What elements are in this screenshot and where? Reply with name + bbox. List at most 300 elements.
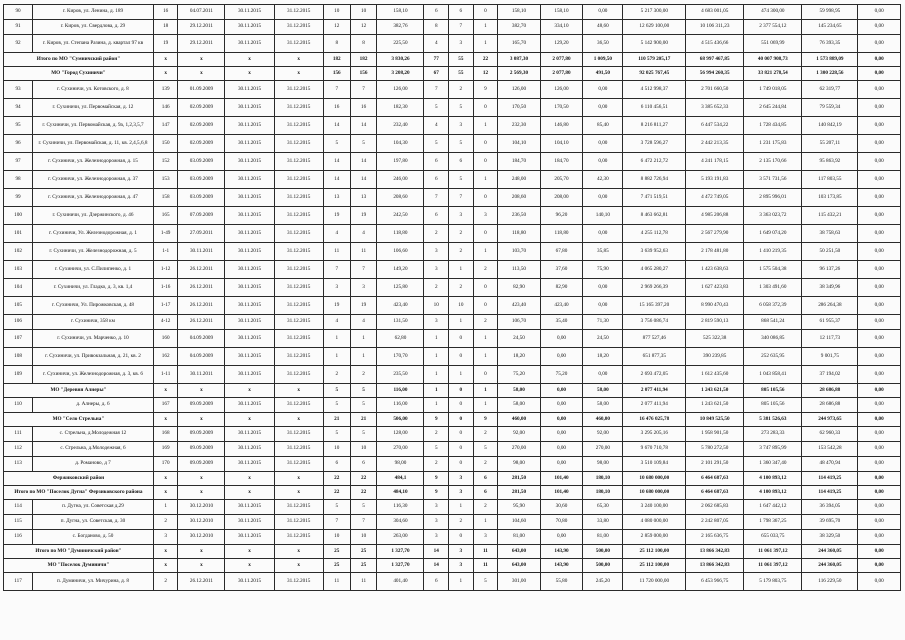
table-cell: 805 105,56 [744, 384, 802, 398]
table-cell: 868 541,24 [744, 315, 802, 330]
table-cell: 30.11.2015 [225, 442, 274, 457]
table-cell: 10 [323, 442, 350, 457]
table-cell: 03.09.2009 [178, 153, 225, 171]
table-cell: 104,30 [377, 135, 424, 153]
table-cell: 115 432,21 [802, 207, 858, 225]
table-cell: 401,40 [377, 573, 424, 591]
row-number-cell: 108 [4, 348, 33, 366]
table-cell: 106,60 [377, 243, 424, 261]
table-cell: x [178, 53, 225, 67]
table-cell: 2 [449, 243, 474, 261]
table-cell: 19 [153, 35, 178, 53]
table-cell: 0,00 [540, 427, 583, 442]
table-cell: 13 866 342,83 [686, 559, 744, 573]
table-cell: 10 [350, 442, 377, 457]
table-cell: 6 [424, 153, 449, 171]
table-row [4, 442, 901, 457]
table-cell: 7 [350, 261, 377, 279]
table-cell: 2 178 481,80 [686, 243, 744, 261]
table-cell: 09.09.2009 [178, 398, 225, 413]
table-cell: 0,00 [858, 225, 901, 243]
table-cell: 5 [473, 573, 498, 591]
table-row [4, 189, 901, 207]
table-cell: 2 [323, 366, 350, 384]
subtotal-row [4, 472, 901, 486]
table-cell: 0,00 [858, 35, 901, 53]
table-cell: 19 [323, 297, 350, 315]
table-cell: 1 649 074,20 [744, 225, 802, 243]
table-cell: 12 [350, 20, 377, 35]
table-cell: 11 [350, 573, 377, 591]
address-cell: п. Думиничи, ул. Мичурина, д. 8 [33, 573, 154, 591]
table-cell: 96 137,26 [802, 261, 858, 279]
table-cell: 1 [323, 330, 350, 348]
table-cell: 1 043 858,41 [744, 366, 802, 384]
table-cell: 208,60 [498, 189, 541, 207]
table-cell: 146,80 [540, 117, 583, 135]
table-cell: 158,10 [498, 5, 541, 20]
table-cell: 340 086,85 [744, 330, 802, 348]
table-cell: 30.11.2011 [178, 243, 225, 261]
row-number-cell: 94 [4, 99, 33, 117]
table-cell: 3 [323, 279, 350, 297]
table-cell: 246,00 [377, 171, 424, 189]
table-cell: 0,00 [858, 515, 901, 530]
row-number-cell: 109 [4, 366, 33, 384]
table-cell: 1 612 435,60 [686, 366, 744, 384]
table-cell: 1 [449, 500, 474, 515]
table-cell: 26.12.2011 [178, 573, 225, 591]
resettlement-register-table [3, 4, 901, 591]
table-cell: 2 [449, 225, 474, 243]
table-cell: 36,50 [583, 35, 623, 53]
table-row [4, 153, 901, 171]
table-cell: 71,30 [583, 315, 623, 330]
table-cell: 0,00 [583, 297, 623, 315]
table-cell: 13 [323, 189, 350, 207]
table-cell: 11 [473, 545, 498, 559]
table-cell: 10 [424, 297, 449, 315]
table-cell: 114 419,25 [802, 472, 858, 486]
table-cell: x [274, 559, 323, 573]
table-cell: 140 842,19 [802, 117, 858, 135]
table-cell: 12 [473, 67, 498, 81]
table-cell: 9 001,75 [802, 348, 858, 366]
table-cell: 8 [424, 20, 449, 35]
table-cell: 55 207,11 [802, 135, 858, 153]
table-cell: 118,80 [377, 225, 424, 243]
table-cell: 6 [323, 457, 350, 472]
table-cell: 30.12.2010 [178, 530, 225, 545]
table-cell: 31.12.2015 [274, 297, 323, 315]
table-cell: 1 [424, 384, 449, 398]
row-number-cell: 92 [4, 35, 33, 53]
table-cell: 1 [473, 348, 498, 366]
table-cell: 1 410 219,35 [744, 243, 802, 261]
table-cell: 2 [424, 427, 449, 442]
table-cell: 0,00 [583, 279, 623, 297]
table-cell: 2 [449, 81, 474, 99]
table-cell: 6 [424, 5, 449, 20]
table-cell: 2 [449, 279, 474, 297]
table-cell: 182 [350, 53, 377, 67]
table-cell: x [178, 559, 225, 573]
table-cell: x [274, 486, 323, 500]
address-cell: г. Сухиничи, ул. Первомайская, д. 11, кв. 2,4,5,6,8 [33, 135, 154, 153]
row-number-cell: 96 [4, 135, 33, 153]
table-cell: 30.11.2015 [225, 20, 274, 35]
table-cell: 423,40 [540, 297, 583, 315]
table-cell: 1 647 442,12 [744, 500, 802, 515]
table-cell: 0,00 [858, 545, 901, 559]
table-cell: 30.11.2015 [225, 261, 274, 279]
table-cell: 30.11.2015 [225, 366, 274, 384]
table-cell: 103 173,85 [802, 189, 858, 207]
address-cell: г. Сухиничи, ул. Железнодорожная, д. 47 [33, 189, 154, 207]
table-cell: 98,00 [377, 457, 424, 472]
address-cell: г. Сухиничи, 358 км [33, 315, 154, 330]
table-cell: 30,60 [540, 500, 583, 515]
address-cell: г. Сухиничи, ул. Железнодорожная, д. 37 [33, 171, 154, 189]
table-cell: 0,00 [858, 530, 901, 545]
table-cell: x [274, 53, 323, 67]
table-cell: 270,00 [498, 442, 541, 457]
table-row [4, 20, 901, 35]
table-cell: 5 217 300,00 [623, 5, 686, 20]
table-cell: 197,80 [377, 153, 424, 171]
table-cell: 62 960,33 [802, 427, 858, 442]
table-cell: 474 300,00 [744, 5, 802, 20]
row-number-cell: 97 [4, 153, 33, 171]
table-cell: 2 [424, 225, 449, 243]
table-cell: 31.12.2015 [274, 81, 323, 99]
table-cell: 1-16 [153, 279, 178, 297]
table-cell: 4 [424, 117, 449, 135]
table-cell: 37 194,02 [802, 366, 858, 384]
table-cell: 460,00 [498, 413, 541, 427]
table-cell: 0 [473, 366, 498, 384]
table-cell: 126,00 [377, 81, 424, 99]
table-cell: 150 [153, 135, 178, 153]
table-cell: 2 [350, 366, 377, 384]
table-cell: 30.11.2015 [225, 207, 274, 225]
table-cell: 1 360 347,40 [744, 457, 802, 472]
table-cell: 1 [473, 515, 498, 530]
table-cell: 31.12.2015 [274, 261, 323, 279]
table-cell: 26.12.2011 [178, 279, 225, 297]
table-cell: 10 680 000,00 [623, 472, 686, 486]
table-cell: 232,40 [377, 117, 424, 135]
table-cell: 29.12.2011 [178, 35, 225, 53]
table-cell: 18,20 [498, 348, 541, 366]
table-cell: 1 [153, 500, 178, 515]
table-cell: 33,80 [583, 515, 623, 530]
row-number-cell: 95 [4, 117, 33, 135]
group-label: Фержиковский район [4, 472, 154, 486]
table-cell: 4 512 998,37 [623, 81, 686, 99]
table-cell: 0,00 [583, 189, 623, 207]
table-cell: 7 [323, 81, 350, 99]
table-cell: 263,00 [377, 530, 424, 545]
table-cell: 0 [473, 225, 498, 243]
table-cell: 0,00 [858, 427, 901, 442]
table-cell: 0 [473, 279, 498, 297]
table-cell: 7 [424, 81, 449, 99]
table-cell: 0,00 [583, 5, 623, 20]
table-cell: x [153, 413, 178, 427]
table-cell: 02.09.2009 [178, 117, 225, 135]
table-cell: 12 [323, 20, 350, 35]
table-cell: 10 849 525,50 [686, 413, 744, 427]
table-cell: x [178, 384, 225, 398]
table-cell: 6 [473, 486, 498, 500]
table-cell: 3 571 731,56 [744, 171, 802, 189]
group-label: Итого по МО "Думиничский район" [4, 545, 154, 559]
table-cell: 70,80 [540, 515, 583, 530]
table-cell: 0 [449, 457, 474, 472]
table-cell: 3 [350, 279, 377, 297]
address-cell: г. Сухиничи, ул. С.Пилипенко, д. 1 [33, 261, 154, 279]
table-cell: 1-1 [153, 243, 178, 261]
table-cell: 104,10 [540, 135, 583, 153]
table-cell: 04.07.2011 [178, 5, 225, 20]
table-cell: 0,00 [858, 442, 901, 457]
table-cell: 145 234,65 [802, 20, 858, 35]
table-cell: 205,70 [540, 171, 583, 189]
table-cell: 10 [323, 530, 350, 545]
table-cell: x [225, 486, 274, 500]
table-cell: 62 319,77 [802, 81, 858, 99]
table-cell: 5 [449, 99, 474, 117]
table-cell: 30.11.2015 [225, 135, 274, 153]
table-cell: 126,00 [498, 81, 541, 99]
table-cell: 31.12.2015 [274, 20, 323, 35]
table-cell: 3 295 205,16 [623, 427, 686, 442]
table-cell: 3 [449, 486, 474, 500]
table-cell: 31.12.2015 [274, 500, 323, 515]
table-row [4, 457, 901, 472]
table-cell: 0 [449, 530, 474, 545]
table-row [4, 330, 901, 348]
table-cell: 67 [424, 67, 449, 81]
table-cell: 14 [424, 545, 449, 559]
table-cell: 168 [153, 427, 178, 442]
table-cell: 10 106 311,23 [686, 20, 744, 35]
table-cell: 2 [153, 515, 178, 530]
table-cell: 0,00 [858, 279, 901, 297]
address-cell: д. Романово, д 7 [33, 457, 154, 472]
table-cell: 30.11.2015 [225, 427, 274, 442]
table-cell: 5 [323, 500, 350, 515]
row-number-cell: 100 [4, 207, 33, 225]
table-cell: 6 464 687,63 [686, 472, 744, 486]
table-cell: 3 728 596,27 [623, 135, 686, 153]
table-cell: 390 239,85 [686, 348, 744, 366]
table-cell: 225,50 [377, 35, 424, 53]
table-cell: 04.09.2009 [178, 330, 225, 348]
table-cell: 149,20 [377, 261, 424, 279]
table-cell: 153 [153, 171, 178, 189]
table-cell: 14 [424, 559, 449, 573]
table-cell: 2 [153, 573, 178, 591]
table-cell: 1 300 228,56 [802, 67, 858, 81]
address-cell: г. Сухиничи, ул. Железнодорожная, д. 15 [33, 153, 154, 171]
table-cell: 1 [473, 35, 498, 53]
row-number-cell: 112 [4, 442, 33, 457]
table-cell: 484,10 [377, 486, 424, 500]
table-cell: 58,00 [498, 398, 541, 413]
table-cell: 3 [424, 315, 449, 330]
table-cell: 116 229,50 [802, 573, 858, 591]
address-cell: г. Киров, ул. Степана Разина, д. квартал 97 кв [33, 35, 154, 53]
table-cell: 11 720 000,00 [623, 573, 686, 591]
table-cell: 147 [153, 117, 178, 135]
table-cell: 3 [473, 207, 498, 225]
table-cell: 31.12.2015 [274, 442, 323, 457]
table-cell: 128,00 [377, 427, 424, 442]
table-cell: 9 670 710,78 [623, 442, 686, 457]
table-cell: 423,40 [498, 297, 541, 315]
table-cell: 30.11.2015 [225, 500, 274, 515]
table-cell: 98,00 [583, 457, 623, 472]
table-cell: 22 [350, 472, 377, 486]
table-cell: 116,00 [377, 384, 424, 398]
table-cell: 2 [473, 261, 498, 279]
table-cell: 0,00 [858, 153, 901, 171]
table-cell: 5 [323, 384, 350, 398]
table-cell: 13 [350, 189, 377, 207]
table-row [4, 99, 901, 117]
table-cell: 1 423 638,63 [686, 261, 744, 279]
table-cell: 4 100 893,12 [744, 486, 802, 500]
table-cell: x [153, 559, 178, 573]
table-cell: 116,30 [377, 500, 424, 515]
table-cell: 30.11.2015 [225, 330, 274, 348]
table-cell: 09.09.2009 [178, 427, 225, 442]
table-cell: x [225, 67, 274, 81]
table-cell: 3 385 652,33 [686, 99, 744, 117]
table-cell: 30.12.2010 [178, 500, 225, 515]
table-cell: 139 [153, 81, 178, 99]
table-cell: 0,00 [858, 117, 901, 135]
table-cell: 281,50 [498, 472, 541, 486]
table-cell: 0,00 [858, 67, 901, 81]
table-cell: 11 [323, 573, 350, 591]
table-cell: x [153, 472, 178, 486]
table-cell: 36 394,05 [802, 500, 858, 515]
table-cell: 31.12.2015 [274, 366, 323, 384]
table-cell: 170,50 [540, 99, 583, 117]
table-cell: 75,20 [540, 366, 583, 384]
table-cell: 6 [449, 153, 474, 171]
table-cell: 96,20 [540, 207, 583, 225]
table-cell: 81,00 [583, 530, 623, 545]
table-cell: 1 [449, 573, 474, 591]
table-cell: x [153, 53, 178, 67]
table-cell: 0,00 [540, 348, 583, 366]
address-cell: г. Сухиничи, ул. Первомайская, д. 9а, 1,2,3,5,7 [33, 117, 154, 135]
table-cell: 02.09.2009 [178, 99, 225, 117]
table-cell: 182,30 [377, 99, 424, 117]
table-row [4, 530, 901, 545]
table-cell: 0,00 [858, 297, 901, 315]
table-cell: 118,80 [498, 225, 541, 243]
table-cell: x [178, 472, 225, 486]
table-cell: 31.12.2015 [274, 279, 323, 297]
table-cell: 7 [449, 189, 474, 207]
table-cell: 160 [153, 330, 178, 348]
table-cell: 140,10 [583, 207, 623, 225]
table-cell: 3 [153, 530, 178, 545]
table-cell: 0 [449, 442, 474, 457]
table-cell: x [274, 413, 323, 427]
table-cell: 167 [153, 398, 178, 413]
table-cell: 22 [323, 486, 350, 500]
table-cell: 1 [473, 384, 498, 398]
table-cell: 3 [449, 207, 474, 225]
table-cell: 3 [449, 117, 474, 135]
table-cell: 2 701 660,50 [686, 81, 744, 99]
table-cell: 242,50 [377, 207, 424, 225]
table-row [4, 81, 901, 99]
table-cell: 65,30 [583, 500, 623, 515]
table-cell: 3 [473, 530, 498, 545]
table-cell: 1 327,70 [377, 545, 424, 559]
table-cell: 0 [473, 135, 498, 153]
table-cell: 21 [350, 413, 377, 427]
table-cell: 31.12.2015 [274, 315, 323, 330]
table-cell: 0,00 [858, 500, 901, 515]
table-cell: 116,00 [377, 398, 424, 413]
table-cell: 92 025 767,45 [623, 67, 686, 81]
table-cell: 301,00 [498, 573, 541, 591]
table-row [4, 117, 901, 135]
table-cell: 30.12.2010 [178, 515, 225, 530]
table-cell: 25 112 100,00 [623, 545, 686, 559]
table-cell: 4 241 178,15 [686, 153, 744, 171]
subtotal-row [4, 545, 901, 559]
table-cell: 7 [350, 515, 377, 530]
table-cell: 2 969 266,39 [623, 279, 686, 297]
table-cell: 0 [473, 297, 498, 315]
table-cell: 382,70 [498, 20, 541, 35]
table-cell: 5 [323, 398, 350, 413]
table-cell: 1 [473, 398, 498, 413]
table-cell: 106,70 [498, 315, 541, 330]
table-cell: 103,70 [498, 243, 541, 261]
table-cell: 5 193 191,83 [686, 171, 744, 189]
table-cell: 0 [449, 384, 474, 398]
table-cell: 92,00 [583, 427, 623, 442]
table-cell: 3 830,26 [377, 53, 424, 67]
table-cell: 270,00 [377, 442, 424, 457]
table-cell: 5 [323, 135, 350, 153]
table-cell: 18,20 [583, 348, 623, 366]
table-cell: 48,60 [583, 20, 623, 35]
table-cell: 235,50 [377, 366, 424, 384]
row-number-cell: 104 [4, 279, 33, 297]
table-cell: 31.12.2015 [274, 5, 323, 20]
table-cell: 1 [473, 243, 498, 261]
table-cell: 5 [449, 171, 474, 189]
table-cell: 2 077,80 [540, 53, 583, 67]
table-cell: 0,00 [858, 559, 901, 573]
table-cell: 2 165 636,75 [686, 530, 744, 545]
table-cell: 26.12.2011 [178, 315, 225, 330]
address-cell: г. Сухиничи, ул. Железнодорожная, д. 5 [33, 243, 154, 261]
table-cell: 4 [323, 315, 350, 330]
table-cell: 4 [350, 315, 377, 330]
